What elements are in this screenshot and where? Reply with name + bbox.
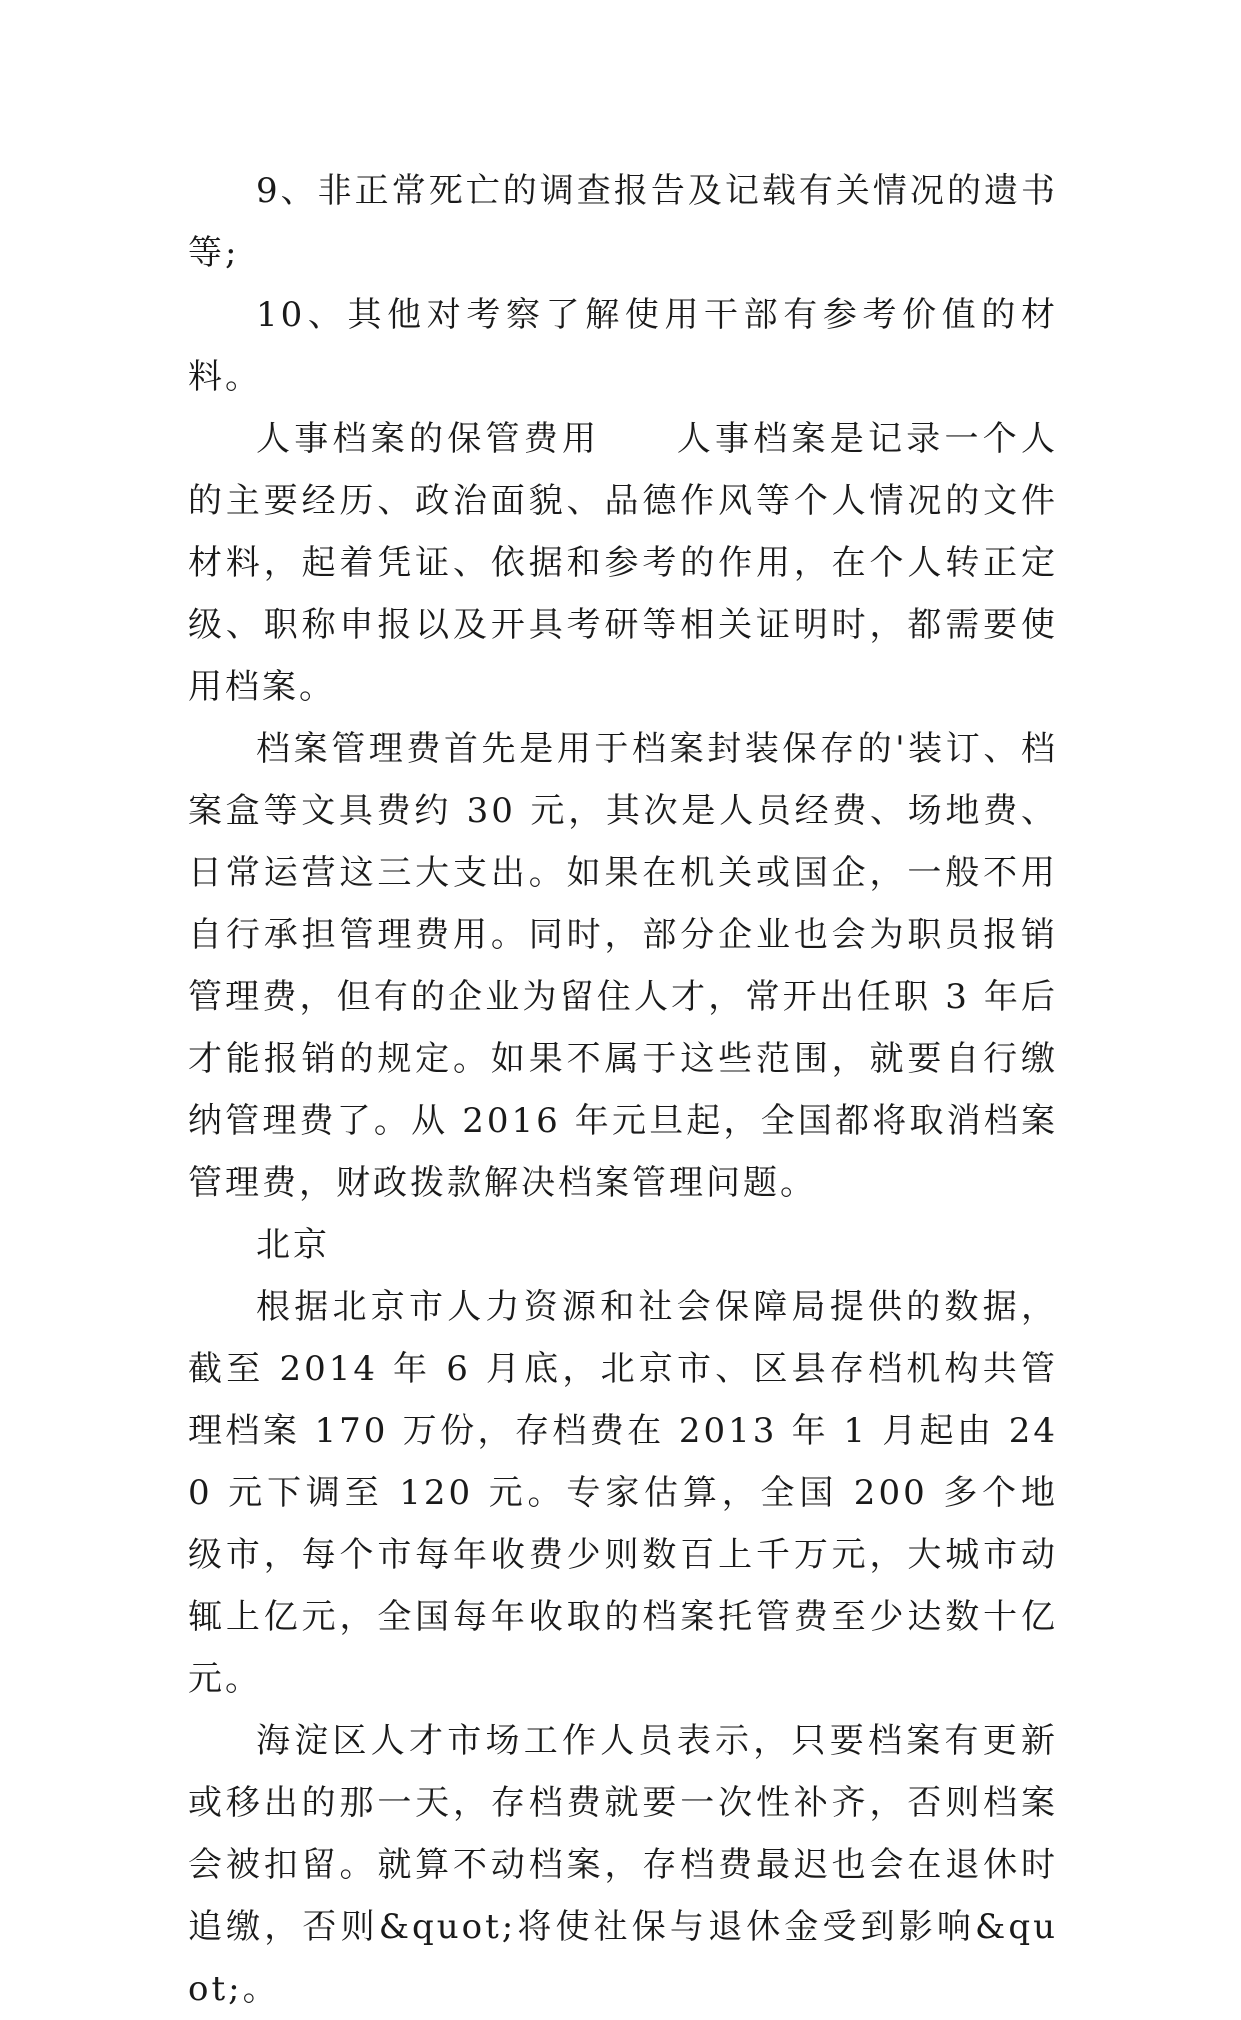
paragraph-haidian: 海淀区人才市场工作人员表示，只要档案有更新或移出的那一天，存档费就要一次性补齐，否则档案会被扣留。就算不动档案，存档费最迟也会在退休时追缴，否则&quot;将使社保与退休金受到影响&quot;。 xyxy=(188,1721,1058,2009)
section-heading-beijing: 北京 xyxy=(256,1225,330,1265)
paragraph-item-10: 10、其他对考察了解使用干部有参考价值的材料。 xyxy=(188,295,1058,397)
document-body xyxy=(188,160,1058,2020)
paragraph-storage-fee-intro: 人事档案的保管费用 人事档案是记录一个人的主要经历、政治面貌、品德作风等个人情况的文件材料，起着凭证、依据和参考的作用，在个人转正定级、职称申报以及开具考研等相关证明时，都需要使用档案。 xyxy=(188,419,1058,707)
paragraph-management-fee: 档案管理费首先是用于档案封装保存的'装订、档案盒等文具费约 30 元，其次是人员经费、场地费、日常运营这三大支出。如果在机关或国企，一般不用自行承担管理费用。同时，部分企业也会为职员报销管理费，但有的企业为留住人才，常开出任职 3 年后才能报销的规定。如果不属于这些范围，就要自行缴纳管理费了。从 2016 年元旦起，全国都将取消档案管理费，财政拨款解决档案管理问题。 xyxy=(188,729,1058,1203)
paragraph-beijing-data: 根据北京市人力资源和社会保障局提供的数据，截至 2014 年 6 月底，北京市、区县存档机构共管理档案 170 万份，存档费在 2013 年 1 月起由 240 元下调至 120 元。专家估算，全国 200 多个地级市，每个市每年收费少则数百上千万元，大城市动辄上亿元，全国每年收取的档案托管费至少达数十亿元。 xyxy=(188,1287,1058,1699)
paragraph-item-9: 9、非正常死亡的调查报告及记载有关情况的遗书等; xyxy=(188,171,1058,273)
